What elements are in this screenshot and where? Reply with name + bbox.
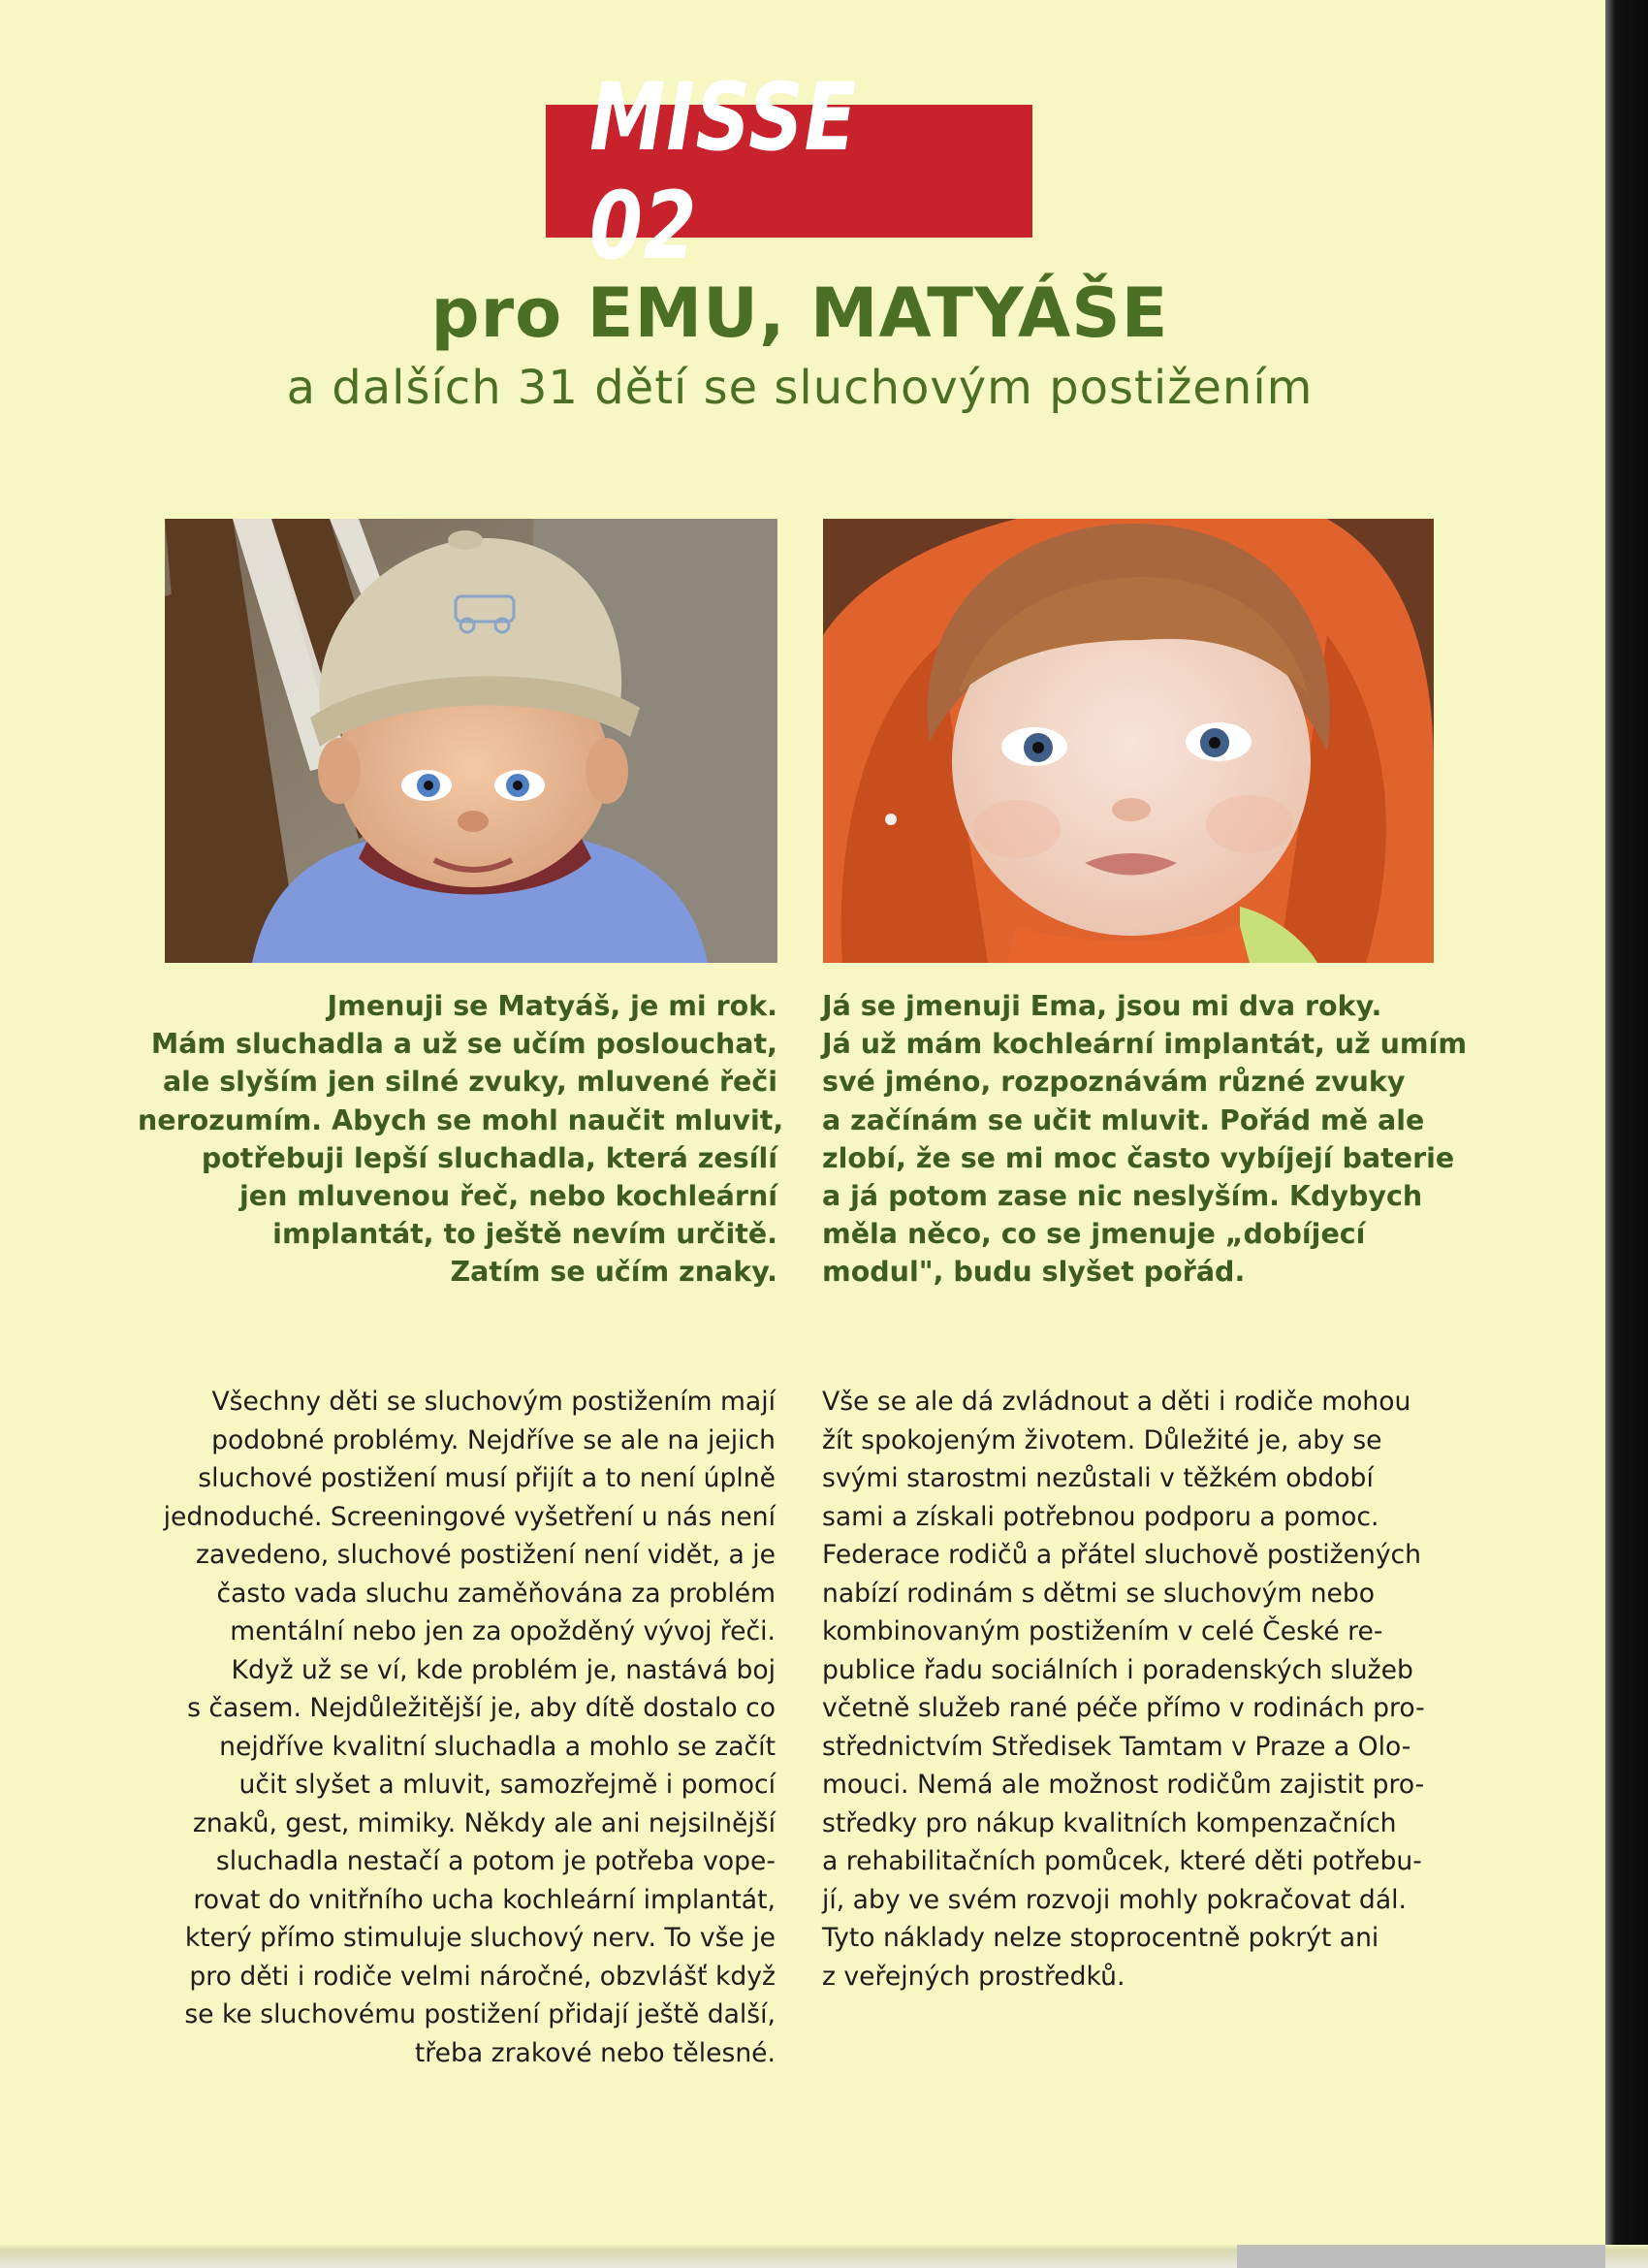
body-line: který přímo stimuluje sluchový nerv. To vše je (184, 1923, 776, 1953)
caption-ema (822, 987, 1468, 1292)
caption-line: zlobí, že se mi moc často vybíjejí baterie (822, 1141, 1455, 1174)
photo-boy-matyas (165, 519, 777, 963)
caption-line: nerozumím. Abych se mohl naučit mluvit, (138, 1103, 784, 1136)
caption-line: Mám sluchadla a už se učím poslouchat, (150, 1028, 777, 1061)
body-line: včetně služeb rané péče přímo v rodinách pro- (822, 1693, 1425, 1723)
body-line: středky pro nákup kvalitních kompenzačních (822, 1807, 1397, 1838)
body-line: z veřejných prostředků. (822, 1961, 1125, 1992)
body-line: pro děti i rodiče velmi náročné, obzvlášť když (189, 1961, 776, 1992)
body-line: jí, aby ve svém rozvoji mohly pokračovat dál. (822, 1884, 1407, 1915)
body-line: zavedeno, sluchové postižení není vidět, a je (196, 1540, 776, 1570)
caption-matyas (138, 987, 784, 1292)
body-line: mentální nebo jen za opožděný vývoj řeči. (230, 1616, 776, 1646)
caption-line: a já potom zase nic neslyším. Kdybych (822, 1180, 1423, 1213)
body-line: rovat do vnitřního ucha kochleární implantát, (193, 1884, 776, 1915)
scan-edge-right (1605, 0, 1648, 2268)
body-line: publice řadu sociálních i poradenských služeb (822, 1654, 1413, 1685)
caption-line: a začínám se učit mluvit. Pořád mě ale (822, 1103, 1425, 1136)
caption-line: Já už mám kochleární implantát, už umím (822, 1028, 1468, 1061)
caption-line: modul", budu slyšet pořád. (822, 1256, 1246, 1289)
body-line: sluchadla nestačí a potom je potřeba vope- (215, 1846, 776, 1876)
body-line: sluchové postižení musí přijít a to není úplně (198, 1463, 776, 1493)
body-line: sami a získali potřebnou podporu a pomoc. (822, 1501, 1379, 1532)
caption-line: jen mluvenou řeč, nebo kochleární (239, 1180, 777, 1213)
body-line: znaků, gest, mimiky. Někdy ale ani nejsilnější (192, 1807, 776, 1838)
caption-line: ale slyším jen silné zvuky, mluvené řeči (162, 1066, 777, 1099)
body-line: kombinovaným postižením v celé České re- (822, 1616, 1383, 1646)
body-line: jednoduché. Screeningové vyšetření u nás není (163, 1501, 776, 1532)
body-column-right (822, 1383, 1481, 1996)
body-line: svými starostmi nezůstali v těžkém období (822, 1463, 1374, 1493)
scan-edge-bottom-right (1237, 2245, 1605, 2268)
caption-line: Jmenuji se Matyáš, je mi rok. (327, 990, 777, 1022)
body-line: třeba zrakové nebo tělesné. (414, 2037, 776, 2068)
body-line: mouci. Nemá ale možnost rodičům zajistit pro- (822, 1770, 1425, 1800)
body-line: učit slyšet a mluvit, samozřejmě i pomocí (238, 1770, 776, 1800)
body-line: žít spokojeným životem. Důležité je, aby se (822, 1424, 1382, 1455)
body-line: Tyto náklady nelze stoprocentně pokrýt ani (822, 1923, 1379, 1953)
body-line: Když už se ví, kde problém je, nastává boj (231, 1654, 776, 1685)
subtitle-main: pro EMU, MATYÁŠE (430, 273, 1169, 353)
body-line: podobné problémy. Nejdříve se ale na jejich (211, 1424, 776, 1455)
caption-line: implantát, to ještě nevím určitě. (272, 1218, 777, 1251)
body-column-left (116, 1383, 776, 2072)
body-line: se ke sluchovému postižení přidají ještě další, (184, 1999, 776, 2029)
body-line: Všechny děti se sluchovým postižením mají (211, 1387, 776, 1417)
body-line: a rehabilitačních pomůcek, které děti potřebu- (822, 1846, 1422, 1876)
photo-girl-ema (823, 519, 1434, 963)
caption-line: Já se jmenuji Ema, jsou mi dva roky. (822, 990, 1382, 1022)
body-line: nejdříve kvalitní sluchadla a mohlo se začít (219, 1731, 776, 1762)
body-line: Vše se ale dá zvládnout a děti i rodiče mohou (822, 1387, 1411, 1417)
body-line: nabízí rodinám s dětmi se sluchovým nebo (822, 1578, 1376, 1609)
body-line: s časem. Nejdůležitější je, aby dítě dostalo co (187, 1693, 776, 1723)
body-line: Federace rodičů a přátel sluchově postižených (822, 1540, 1422, 1570)
body-line: často vada sluchu zaměňována za problém (216, 1578, 776, 1609)
caption-line: měla něco, co se jmenuje „dobíjecí (822, 1218, 1366, 1251)
subtitle-secondary: a dalších 31 dětí se sluchovým postižením (286, 361, 1314, 415)
page-title: MISSE 02 (589, 62, 858, 280)
caption-line: Zatím se učím znaky. (450, 1256, 777, 1289)
title-banner (546, 62, 1032, 280)
body-line: střednictvím Středisek Tamtam v Praze a Olo- (822, 1731, 1411, 1762)
caption-line: své jméno, rozpoznávám různé zvuky (822, 1066, 1406, 1099)
caption-line: potřebuji lepší sluchadla, která zesílí (201, 1141, 777, 1174)
